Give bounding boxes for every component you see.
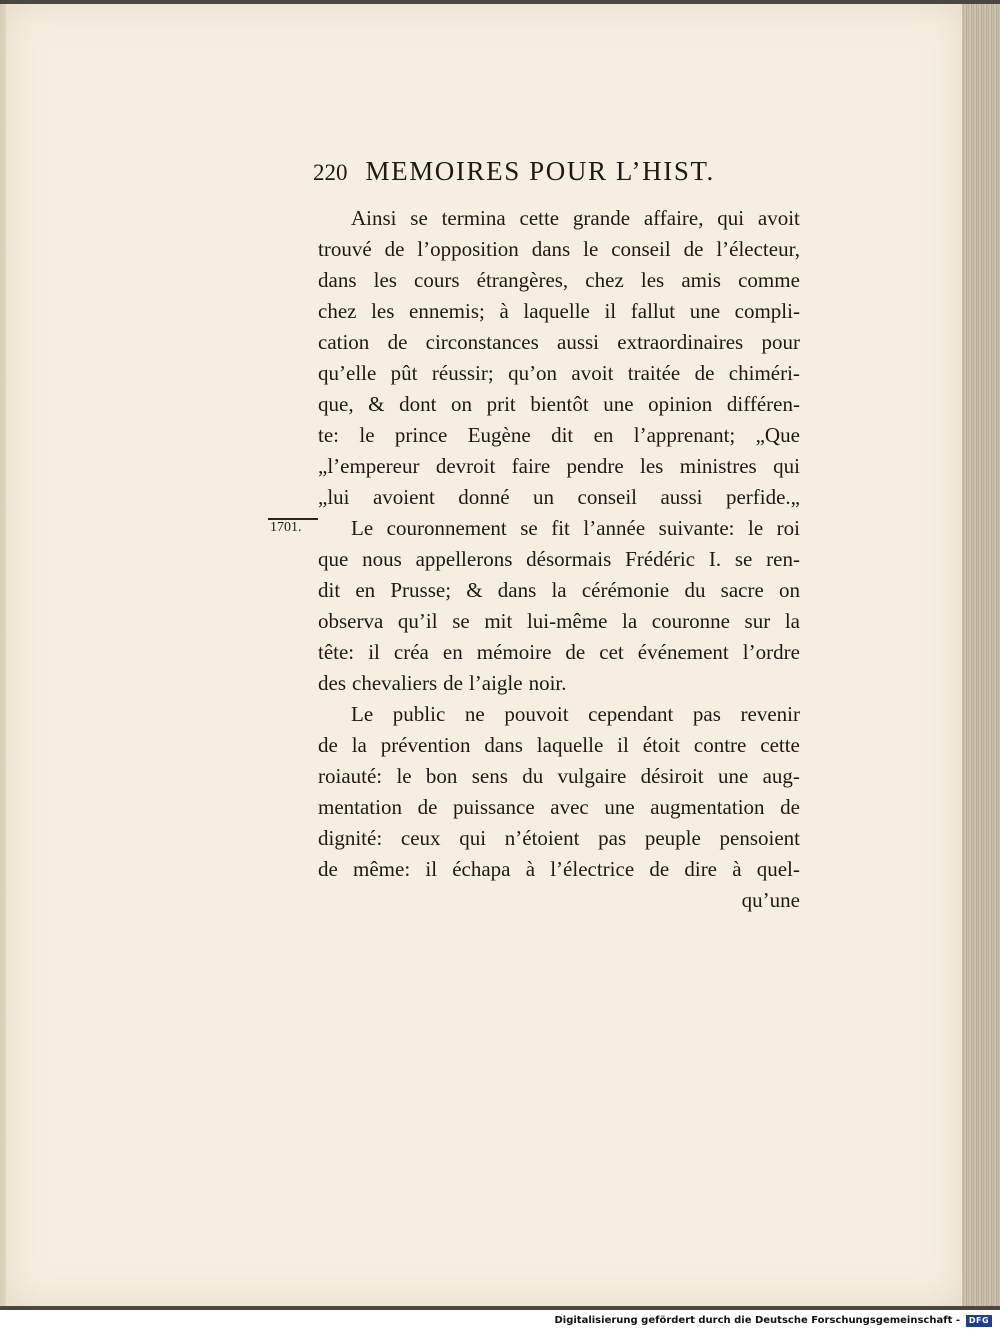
text-block	[318, 203, 800, 916]
word: sur	[744, 609, 771, 633]
word: de	[780, 795, 800, 819]
text-line	[318, 327, 800, 358]
word: appellerons	[415, 547, 513, 571]
word: trouvé	[318, 237, 372, 261]
catchword: qu’une	[741, 888, 800, 912]
word: le	[396, 764, 412, 788]
word: aug-	[762, 764, 800, 788]
text-line	[318, 420, 800, 451]
word: pensoient	[719, 826, 800, 850]
word: dit	[318, 578, 341, 602]
text-line	[318, 482, 800, 513]
word: de	[694, 361, 715, 385]
word: circonstances	[425, 330, 539, 354]
word: public	[392, 702, 446, 726]
word: se	[520, 516, 538, 540]
word: qui	[773, 454, 800, 478]
word: perfide.„	[725, 485, 800, 509]
text-line	[318, 544, 800, 575]
word: fit	[551, 516, 570, 540]
word: sens	[471, 764, 508, 788]
word: comme	[738, 268, 800, 292]
word: qu’elle	[318, 361, 377, 385]
word: laquelle	[536, 733, 604, 757]
word: termina	[441, 206, 506, 230]
word: un	[533, 485, 555, 509]
word: l’année	[583, 516, 646, 540]
word: de	[649, 857, 670, 881]
word: chez	[318, 299, 357, 323]
word: ministres	[679, 454, 757, 478]
word: que	[318, 547, 349, 571]
word: les	[640, 268, 665, 292]
word: se	[410, 206, 428, 230]
word: fallut	[630, 299, 676, 323]
word: événement	[637, 640, 729, 664]
paragraph-2	[318, 513, 800, 699]
word: désiroit	[640, 764, 704, 788]
word: noir.	[528, 671, 567, 695]
word: suivante:	[658, 516, 735, 540]
word: l’électrice	[550, 857, 635, 881]
text-line	[318, 668, 800, 699]
word: qu’on	[508, 361, 558, 385]
word: de	[565, 640, 586, 664]
word: chez	[585, 268, 624, 292]
word: il	[368, 640, 380, 664]
word: le	[583, 237, 599, 261]
word: grande	[572, 206, 631, 230]
word: conseil	[577, 485, 637, 509]
text-line	[318, 234, 800, 265]
word: avoit	[571, 361, 614, 385]
word: compli-	[734, 299, 800, 323]
word: dire	[684, 857, 718, 881]
text-line	[318, 761, 800, 792]
word: devroit	[435, 454, 496, 478]
word: tête:	[318, 640, 355, 664]
word: pour	[761, 330, 800, 354]
word: conseil	[611, 237, 671, 261]
word: te:	[318, 423, 339, 447]
word: n’étoient	[504, 826, 580, 850]
word: étoit	[642, 733, 681, 757]
word: du	[684, 578, 706, 602]
word: cependant	[588, 702, 674, 726]
text-line	[318, 823, 800, 854]
word: dans	[497, 578, 537, 602]
text-line	[318, 575, 800, 606]
word: désormais	[526, 547, 612, 571]
word: cette	[519, 206, 560, 230]
text-line	[318, 358, 800, 389]
word: ne	[464, 702, 485, 726]
word: mit	[484, 609, 513, 633]
word: couronnement	[386, 516, 507, 540]
word: à	[499, 299, 509, 323]
catchword-line	[318, 885, 800, 916]
word: donné	[458, 485, 510, 509]
word: traitée	[627, 361, 681, 385]
word: en	[593, 423, 614, 447]
word: l’ordre	[742, 640, 800, 664]
word: prit	[486, 392, 516, 416]
word: ennemis;	[409, 299, 485, 323]
word: créa	[393, 640, 429, 664]
word: l’électeur,	[716, 237, 800, 261]
margin-year: 1701.	[270, 520, 302, 535]
word: cet	[599, 640, 624, 664]
running-head	[313, 156, 813, 196]
word: Ainsi	[351, 206, 397, 230]
word: Eugène	[467, 423, 531, 447]
word: roiauté:	[318, 764, 383, 788]
word: échapa	[452, 857, 511, 881]
word: il	[604, 299, 617, 323]
word: chevaliers	[352, 671, 438, 695]
word: roi	[776, 516, 800, 540]
word: bon	[425, 764, 458, 788]
word: prince	[394, 423, 448, 447]
word: nous	[362, 547, 402, 571]
text-line	[318, 606, 800, 637]
word: pendre	[566, 454, 624, 478]
text-line	[318, 451, 800, 482]
word: Frédéric	[625, 547, 696, 571]
footer-banner	[0, 1310, 1000, 1331]
word: de	[417, 795, 438, 819]
word: la	[351, 733, 367, 757]
word: avoit	[757, 206, 800, 230]
word: aussi	[557, 330, 600, 354]
word: de	[387, 330, 408, 354]
paragraph-3	[318, 699, 800, 885]
word: „Que	[755, 423, 800, 447]
word: pas	[692, 702, 721, 726]
word: réussir;	[431, 361, 494, 385]
word: Le	[351, 702, 374, 726]
word: contre	[693, 733, 747, 757]
word: en	[355, 578, 376, 602]
word: dans	[484, 733, 523, 757]
word: aussi	[660, 485, 703, 509]
word: que,	[318, 392, 354, 416]
word: peuple	[644, 826, 701, 850]
word: qui	[459, 826, 487, 850]
word: même:	[353, 857, 411, 881]
word: la	[622, 609, 638, 633]
word: l’aigle	[468, 671, 523, 695]
text-line	[318, 730, 800, 761]
word: l’apprenant;	[633, 423, 736, 447]
word: augmentation	[650, 795, 765, 819]
word: prévention	[380, 733, 471, 757]
word: quel-	[756, 857, 800, 881]
text-line	[318, 792, 800, 823]
word: cérémonie	[581, 578, 670, 602]
word: du	[522, 764, 544, 788]
word: dignité:	[318, 826, 383, 850]
word: la	[551, 578, 567, 602]
word: de	[384, 237, 405, 261]
footer-credit: Digitalisierung gefördert durch die Deutsche Forschungsgemeinschaft -	[554, 1315, 960, 1326]
word: pas	[598, 826, 627, 850]
paragraph-1	[318, 203, 800, 513]
word: qui	[717, 206, 745, 230]
word: une	[717, 764, 749, 788]
word: il	[425, 857, 438, 881]
word: affaire,	[643, 206, 704, 230]
word: le	[747, 516, 764, 540]
word: opinion	[648, 392, 713, 416]
word: puissance	[453, 795, 535, 819]
word: se	[452, 609, 470, 633]
word: ceux	[400, 826, 441, 850]
word: différen-	[726, 392, 800, 416]
text-line	[318, 854, 800, 885]
word: pût	[390, 361, 418, 385]
word: cours	[414, 268, 460, 292]
word: à	[732, 857, 742, 881]
word: mentation	[318, 795, 402, 819]
word: couronne	[651, 609, 730, 633]
word: extraordinaires	[617, 330, 744, 354]
word: vulgaire	[557, 764, 627, 788]
word: avoient	[372, 485, 435, 509]
word: on	[778, 578, 800, 602]
word: une	[689, 299, 721, 323]
running-title: MEMOIRES POUR L’HIST.	[365, 156, 715, 186]
text-line	[318, 296, 800, 327]
word: les	[371, 299, 395, 323]
word: sacre	[720, 578, 764, 602]
word: l’opposition	[417, 237, 519, 261]
word: „lui	[318, 485, 350, 509]
word: cation	[318, 330, 370, 354]
text-line	[318, 637, 800, 668]
word: cette	[760, 733, 800, 757]
word: de	[318, 733, 338, 757]
word: des	[318, 671, 346, 695]
word: &	[368, 392, 385, 416]
word: Prusse;	[390, 578, 452, 602]
word: la	[784, 609, 800, 633]
text-line	[318, 389, 800, 420]
word: les	[640, 454, 664, 478]
word: de	[443, 671, 463, 695]
word: Le	[351, 516, 374, 540]
page-stack-edge	[962, 4, 1000, 1306]
word: dit	[551, 423, 574, 447]
word: une	[603, 392, 634, 416]
word: à	[525, 857, 536, 881]
word: mémoire	[476, 640, 552, 664]
word: observa	[318, 609, 384, 633]
word: „l’empereur	[318, 454, 420, 478]
word: lui-même	[526, 609, 608, 633]
text-line	[318, 265, 800, 296]
word: les	[373, 268, 397, 292]
word: I.	[708, 547, 722, 571]
word: faire	[511, 454, 551, 478]
dfg-logo: DFG	[966, 1315, 992, 1327]
word: une	[604, 795, 635, 819]
page-number: 220	[313, 160, 348, 185]
word: pouvoit	[504, 702, 569, 726]
word: de	[318, 857, 338, 881]
text-line	[318, 699, 800, 730]
text-line	[318, 203, 800, 234]
text-line	[318, 513, 800, 544]
word: étrangères,	[476, 268, 569, 292]
word: ren-	[766, 547, 800, 571]
word: laquelle	[523, 299, 590, 323]
word: en	[442, 640, 463, 664]
word: amis	[681, 268, 721, 292]
word: dont	[399, 392, 437, 416]
word: &	[466, 578, 483, 602]
word: se	[734, 547, 753, 571]
word: le	[359, 423, 375, 447]
word: chiméri-	[728, 361, 800, 385]
word: qu’il	[397, 609, 438, 633]
word: de	[683, 237, 704, 261]
word: avec	[550, 795, 589, 819]
word: dans	[318, 268, 357, 292]
word: il	[617, 733, 629, 757]
word: revenir	[740, 702, 800, 726]
word: dans	[531, 237, 571, 261]
word: bientôt	[530, 392, 589, 416]
word: on	[451, 392, 472, 416]
